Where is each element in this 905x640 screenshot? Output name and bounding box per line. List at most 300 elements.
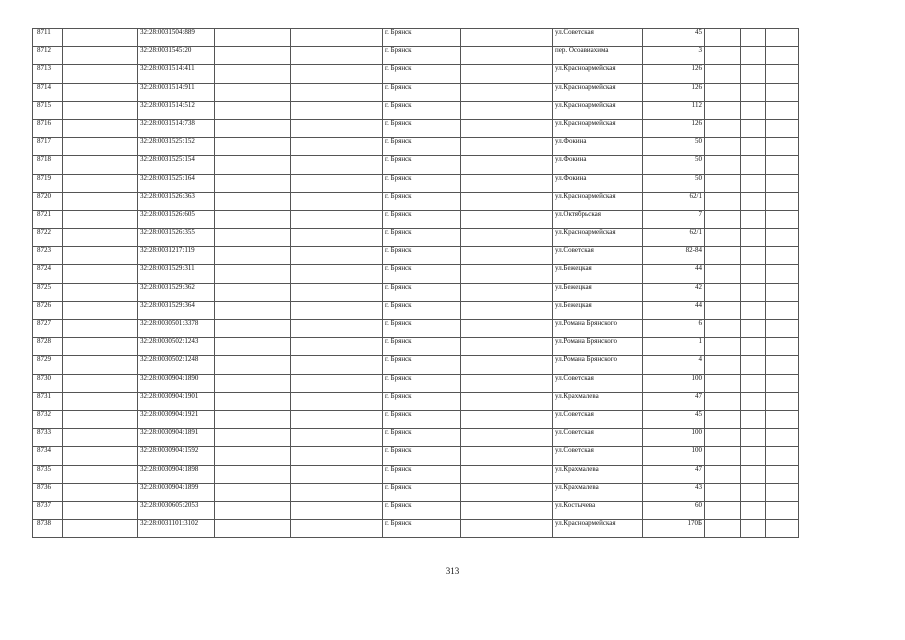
empty-cell: [705, 47, 741, 65]
empty-cell: [741, 119, 766, 137]
house-number-cell: 47: [643, 465, 705, 483]
empty-cell: [461, 47, 553, 65]
city-cell: г. Брянск: [383, 229, 461, 247]
cadastral-number-cell: 32:28:0030605:2053: [138, 501, 215, 519]
empty-cell: [705, 447, 741, 465]
empty-cell: [766, 29, 799, 47]
cadastral-number-cell: 32:28:0030904:1899: [138, 483, 215, 501]
cadastral-number-cell: 32:28:0030501:3378: [138, 320, 215, 338]
empty-cell: [741, 265, 766, 283]
empty-cell: [461, 65, 553, 83]
empty-cell: [741, 338, 766, 356]
empty-cell: [766, 156, 799, 174]
empty-cell: [215, 283, 291, 301]
empty-cell: [215, 138, 291, 156]
street-cell: ул.Романа Брянского: [553, 356, 643, 374]
empty-cell: [291, 156, 383, 174]
empty-cell: [215, 483, 291, 501]
city-cell: г. Брянск: [383, 483, 461, 501]
empty-cell: [215, 119, 291, 137]
empty-cell: [215, 520, 291, 538]
empty-cell: [461, 101, 553, 119]
empty-cell: [291, 229, 383, 247]
empty-cell: [215, 229, 291, 247]
cadastral-number-cell: 32:28:0031545:20: [138, 47, 215, 65]
empty-cell: [705, 101, 741, 119]
street-cell: ул.Романа Брянского: [553, 320, 643, 338]
empty-cell: [741, 320, 766, 338]
street-cell: ул.Советская: [553, 247, 643, 265]
empty-cell: [705, 501, 741, 519]
cadastral-number-cell: 32:28:0031514:738: [138, 119, 215, 137]
street-cell: ул.Красноармейская: [553, 192, 643, 210]
house-number-cell: 3: [643, 47, 705, 65]
cadastral-number-cell: 32:28:0030502:1243: [138, 338, 215, 356]
city-cell: г. Брянск: [383, 374, 461, 392]
house-number-cell: 82-84: [643, 247, 705, 265]
empty-cell: [705, 429, 741, 447]
row-number-cell: 8723: [33, 247, 63, 265]
city-cell: г. Брянск: [383, 119, 461, 137]
house-number-cell: 1: [643, 338, 705, 356]
empty-cell: [766, 210, 799, 228]
table-row: [33, 229, 799, 247]
empty-cell: [741, 83, 766, 101]
cadastral-number-cell: 32:28:0030904:1921: [138, 410, 215, 428]
empty-cell: [63, 192, 138, 210]
cadastral-number-cell: 32:28:0031514:411: [138, 65, 215, 83]
street-cell: ул.Красноармейская: [553, 119, 643, 137]
empty-cell: [63, 465, 138, 483]
empty-cell: [741, 501, 766, 519]
house-number-cell: 100: [643, 447, 705, 465]
empty-cell: [461, 192, 553, 210]
empty-cell: [741, 47, 766, 65]
empty-cell: [705, 229, 741, 247]
empty-cell: [291, 301, 383, 319]
street-cell: пер. Осоавиахима: [553, 47, 643, 65]
row-number-cell: 8737: [33, 501, 63, 519]
empty-cell: [63, 174, 138, 192]
empty-cell: [215, 392, 291, 410]
empty-cell: [63, 65, 138, 83]
empty-cell: [705, 320, 741, 338]
table-row: [33, 301, 799, 319]
empty-cell: [215, 65, 291, 83]
empty-cell: [766, 465, 799, 483]
empty-cell: [291, 374, 383, 392]
street-cell: ул.Октябрьская: [553, 210, 643, 228]
row-number-cell: 8738: [33, 520, 63, 538]
empty-cell: [705, 156, 741, 174]
street-cell: ул.Фокина: [553, 156, 643, 174]
city-cell: г. Брянск: [383, 283, 461, 301]
street-cell: ул.Бежецкая: [553, 265, 643, 283]
empty-cell: [63, 447, 138, 465]
city-cell: г. Брянск: [383, 320, 461, 338]
street-cell: ул.Крахмалева: [553, 465, 643, 483]
empty-cell: [461, 356, 553, 374]
empty-cell: [291, 356, 383, 374]
empty-cell: [705, 374, 741, 392]
empty-cell: [215, 247, 291, 265]
empty-cell: [741, 356, 766, 374]
table-row: [33, 465, 799, 483]
table-row: [33, 501, 799, 519]
table-row: [33, 101, 799, 119]
street-cell: ул.Советская: [553, 410, 643, 428]
city-cell: г. Брянск: [383, 174, 461, 192]
city-cell: г. Брянск: [383, 247, 461, 265]
empty-cell: [461, 447, 553, 465]
house-number-cell: 47: [643, 392, 705, 410]
empty-cell: [291, 483, 383, 501]
empty-cell: [63, 356, 138, 374]
empty-cell: [63, 301, 138, 319]
empty-cell: [766, 192, 799, 210]
empty-cell: [461, 429, 553, 447]
row-number-cell: 8720: [33, 192, 63, 210]
row-number-cell: 8734: [33, 447, 63, 465]
empty-cell: [215, 301, 291, 319]
empty-cell: [461, 501, 553, 519]
empty-cell: [291, 138, 383, 156]
table-row: [33, 174, 799, 192]
empty-cell: [215, 320, 291, 338]
city-cell: г. Брянск: [383, 83, 461, 101]
cadastral-number-cell: 32:28:0030904:1898: [138, 465, 215, 483]
house-number-cell: 50: [643, 174, 705, 192]
house-number-cell: 126: [643, 65, 705, 83]
row-number-cell: 8712: [33, 47, 63, 65]
empty-cell: [741, 229, 766, 247]
empty-cell: [63, 374, 138, 392]
empty-cell: [291, 320, 383, 338]
empty-cell: [741, 101, 766, 119]
cadastral-number-cell: 32:28:0031514:911: [138, 83, 215, 101]
empty-cell: [63, 501, 138, 519]
city-cell: г. Брянск: [383, 156, 461, 174]
empty-cell: [215, 156, 291, 174]
row-number-cell: 8735: [33, 465, 63, 483]
street-cell: ул.Советская: [553, 374, 643, 392]
empty-cell: [291, 29, 383, 47]
empty-cell: [215, 29, 291, 47]
city-cell: г. Брянск: [383, 410, 461, 428]
row-number-cell: 8718: [33, 156, 63, 174]
cadastral-number-cell: 32:28:0031525:154: [138, 156, 215, 174]
empty-cell: [461, 283, 553, 301]
empty-cell: [705, 174, 741, 192]
table-body: [33, 29, 799, 538]
empty-cell: [215, 101, 291, 119]
empty-cell: [215, 192, 291, 210]
street-cell: ул.Красноармейская: [553, 65, 643, 83]
table-row: [33, 483, 799, 501]
empty-cell: [291, 465, 383, 483]
empty-cell: [215, 465, 291, 483]
table-row: [33, 119, 799, 137]
empty-cell: [705, 119, 741, 137]
empty-cell: [705, 410, 741, 428]
empty-cell: [766, 501, 799, 519]
empty-cell: [705, 283, 741, 301]
cadastral-number-cell: 32:28:0031526:363: [138, 192, 215, 210]
empty-cell: [63, 283, 138, 301]
empty-cell: [741, 156, 766, 174]
empty-cell: [215, 447, 291, 465]
empty-cell: [461, 138, 553, 156]
empty-cell: [215, 174, 291, 192]
empty-cell: [63, 119, 138, 137]
empty-cell: [705, 356, 741, 374]
empty-cell: [705, 138, 741, 156]
empty-cell: [461, 247, 553, 265]
empty-cell: [741, 138, 766, 156]
empty-cell: [461, 465, 553, 483]
empty-cell: [63, 138, 138, 156]
empty-cell: [766, 483, 799, 501]
table-row: [33, 429, 799, 447]
cadastral-number-cell: 32:28:0030904:1592: [138, 447, 215, 465]
empty-cell: [741, 210, 766, 228]
empty-cell: [63, 83, 138, 101]
empty-cell: [63, 265, 138, 283]
house-number-cell: 45: [643, 29, 705, 47]
empty-cell: [766, 392, 799, 410]
empty-cell: [461, 392, 553, 410]
street-cell: ул.Красноармейская: [553, 83, 643, 101]
empty-cell: [766, 338, 799, 356]
city-cell: г. Брянск: [383, 210, 461, 228]
empty-cell: [63, 338, 138, 356]
house-number-cell: 42: [643, 283, 705, 301]
empty-cell: [215, 429, 291, 447]
table-row: [33, 283, 799, 301]
empty-cell: [705, 465, 741, 483]
cadastral-number-cell: 32:28:0031514:512: [138, 101, 215, 119]
street-cell: ул.Костычева: [553, 501, 643, 519]
house-number-cell: 43: [643, 483, 705, 501]
row-number-cell: 8728: [33, 338, 63, 356]
empty-cell: [705, 520, 741, 538]
table-row: [33, 392, 799, 410]
empty-cell: [705, 483, 741, 501]
cadastral-number-cell: 32:28:0031101:3102: [138, 520, 215, 538]
empty-cell: [766, 101, 799, 119]
city-cell: г. Брянск: [383, 101, 461, 119]
empty-cell: [741, 465, 766, 483]
row-number-cell: 8736: [33, 483, 63, 501]
empty-cell: [461, 338, 553, 356]
empty-cell: [461, 374, 553, 392]
empty-cell: [741, 410, 766, 428]
empty-cell: [766, 265, 799, 283]
empty-cell: [291, 410, 383, 428]
house-number-cell: 60: [643, 501, 705, 519]
page-number: 313: [445, 566, 460, 576]
empty-cell: [741, 65, 766, 83]
house-number-cell: 44: [643, 265, 705, 283]
row-number-cell: 8721: [33, 210, 63, 228]
empty-cell: [63, 47, 138, 65]
cadastral-number-cell: 32:28:0031529:362: [138, 283, 215, 301]
empty-cell: [63, 156, 138, 174]
empty-cell: [291, 83, 383, 101]
empty-cell: [291, 283, 383, 301]
empty-cell: [63, 520, 138, 538]
empty-cell: [215, 374, 291, 392]
table-row: [33, 247, 799, 265]
row-number-cell: 8715: [33, 101, 63, 119]
empty-cell: [461, 320, 553, 338]
row-number-cell: 8713: [33, 65, 63, 83]
empty-cell: [461, 174, 553, 192]
empty-cell: [63, 320, 138, 338]
empty-cell: [705, 65, 741, 83]
empty-cell: [215, 210, 291, 228]
street-cell: ул.Красноармейская: [553, 520, 643, 538]
empty-cell: [291, 47, 383, 65]
cadastral-number-cell: 32:28:0031525:164: [138, 174, 215, 192]
empty-cell: [291, 265, 383, 283]
empty-cell: [705, 338, 741, 356]
empty-cell: [705, 210, 741, 228]
city-cell: г. Брянск: [383, 301, 461, 319]
empty-cell: [705, 29, 741, 47]
empty-cell: [291, 392, 383, 410]
cadastral-number-cell: 32:28:0031525:152: [138, 138, 215, 156]
house-number-cell: 112: [643, 101, 705, 119]
table-row: [33, 65, 799, 83]
street-cell: ул.Крахмалева: [553, 392, 643, 410]
empty-cell: [63, 392, 138, 410]
empty-cell: [766, 47, 799, 65]
table-row: [33, 374, 799, 392]
house-number-cell: 100: [643, 429, 705, 447]
empty-cell: [461, 83, 553, 101]
empty-cell: [766, 374, 799, 392]
empty-cell: [461, 265, 553, 283]
empty-cell: [766, 429, 799, 447]
cadastral-number-cell: 32:28:0031529:311: [138, 265, 215, 283]
row-number-cell: 8732: [33, 410, 63, 428]
house-number-cell: 62/1: [643, 192, 705, 210]
street-cell: ул.Красноармейская: [553, 101, 643, 119]
street-cell: ул.Бежецкая: [553, 283, 643, 301]
city-cell: г. Брянск: [383, 338, 461, 356]
empty-cell: [461, 410, 553, 428]
row-number-cell: 8730: [33, 374, 63, 392]
empty-cell: [461, 156, 553, 174]
table-row: [33, 320, 799, 338]
empty-cell: [741, 520, 766, 538]
empty-cell: [63, 229, 138, 247]
empty-cell: [63, 410, 138, 428]
row-number-cell: 8725: [33, 283, 63, 301]
city-cell: г. Брянск: [383, 265, 461, 283]
empty-cell: [741, 174, 766, 192]
city-cell: г. Брянск: [383, 29, 461, 47]
table-row: [33, 447, 799, 465]
empty-cell: [741, 392, 766, 410]
empty-cell: [766, 320, 799, 338]
house-number-cell: 7: [643, 210, 705, 228]
empty-cell: [741, 29, 766, 47]
empty-cell: [461, 229, 553, 247]
cadastral-number-cell: 32:28:0031504:889: [138, 29, 215, 47]
empty-cell: [215, 338, 291, 356]
city-cell: г. Брянск: [383, 47, 461, 65]
row-number-cell: 8722: [33, 229, 63, 247]
row-number-cell: 8711: [33, 29, 63, 47]
empty-cell: [741, 447, 766, 465]
empty-cell: [291, 65, 383, 83]
table-row: [33, 83, 799, 101]
empty-cell: [461, 520, 553, 538]
table-row: [33, 410, 799, 428]
empty-cell: [215, 410, 291, 428]
city-cell: г. Брянск: [383, 356, 461, 374]
empty-cell: [766, 119, 799, 137]
cadastral-number-cell: 32:28:0030904:1891: [138, 429, 215, 447]
city-cell: г. Брянск: [383, 501, 461, 519]
house-number-cell: 45: [643, 410, 705, 428]
row-number-cell: 8714: [33, 83, 63, 101]
street-cell: ул.Фокина: [553, 174, 643, 192]
empty-cell: [215, 83, 291, 101]
empty-cell: [461, 301, 553, 319]
empty-cell: [291, 429, 383, 447]
empty-cell: [766, 174, 799, 192]
empty-cell: [766, 229, 799, 247]
house-number-cell: 6: [643, 320, 705, 338]
table-row: [33, 192, 799, 210]
empty-cell: [705, 83, 741, 101]
cadastral-number-cell: 32:28:0031526:355: [138, 229, 215, 247]
street-cell: ул.Советская: [553, 447, 643, 465]
table-row: [33, 47, 799, 65]
city-cell: г. Брянск: [383, 520, 461, 538]
house-number-cell: 170Б: [643, 520, 705, 538]
table-row: [33, 156, 799, 174]
table-row: [33, 210, 799, 228]
cadastral-number-cell: 32:28:0031529:364: [138, 301, 215, 319]
row-number-cell: 8719: [33, 174, 63, 192]
table-row: [33, 138, 799, 156]
empty-cell: [215, 356, 291, 374]
empty-cell: [215, 47, 291, 65]
empty-cell: [766, 410, 799, 428]
empty-cell: [291, 447, 383, 465]
house-number-cell: 50: [643, 138, 705, 156]
row-number-cell: 8724: [33, 265, 63, 283]
empty-cell: [705, 392, 741, 410]
city-cell: г. Брянск: [383, 465, 461, 483]
empty-cell: [291, 174, 383, 192]
empty-cell: [461, 119, 553, 137]
empty-cell: [741, 483, 766, 501]
empty-cell: [741, 429, 766, 447]
empty-cell: [291, 192, 383, 210]
row-number-cell: 8717: [33, 138, 63, 156]
empty-cell: [461, 210, 553, 228]
empty-cell: [766, 138, 799, 156]
empty-cell: [741, 301, 766, 319]
empty-cell: [741, 247, 766, 265]
empty-cell: [63, 210, 138, 228]
street-cell: ул.Фокина: [553, 138, 643, 156]
